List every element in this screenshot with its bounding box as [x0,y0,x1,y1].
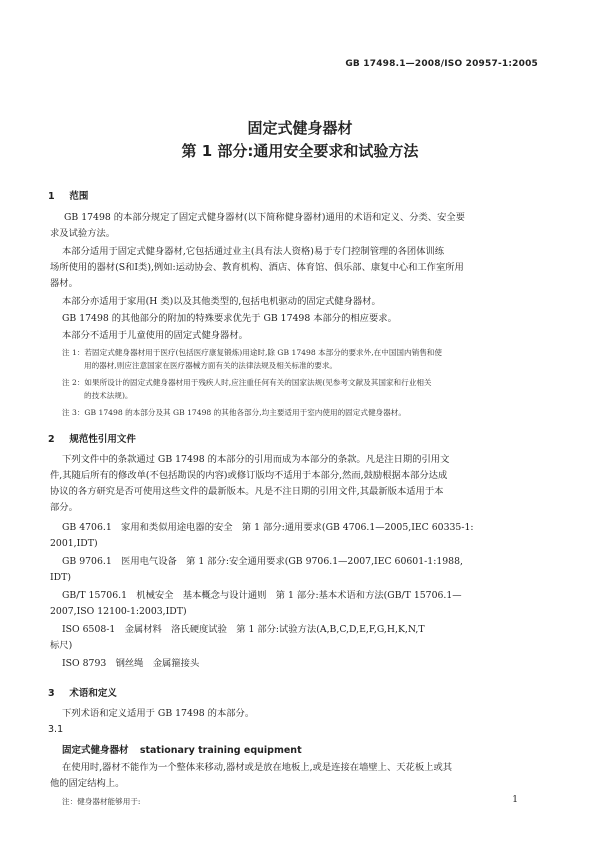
paragraph: 下列术语和定义适用于 GB 17498 的本部分。 [62,708,255,719]
term-definition-cont: 他的固定结构上。 [50,778,125,789]
paragraph-cont: 件,其随后所有的修改单(不包括勘误的内容)或修订版均不适用于本部分,然而,鼓励根据本部分达成 [50,470,448,481]
reference-item-cont: 2007,ISO 12100-1:2003,IDT) [50,606,187,617]
paragraph-cont: 部分。 [50,502,78,513]
section-heading-3 [48,685,117,699]
section-title: 范围 [69,191,89,202]
term-english: stationary training equipment [139,745,302,756]
section-heading-1 [48,188,88,202]
reference-item-cont: 标尺) [50,640,73,651]
paragraph: 本部分不适用于儿童使用的固定式健身器材。 [62,330,248,341]
paragraph: 本部分适用于固定式健身器材,它包括通过业主(具有法人资格)易于专门控制管理的各团体训练 [62,246,445,257]
paragraph-cont: 场所使用的器材(S和I类),例如:运动协会、教育机构、酒店、体育馆、俱乐部、康复中心和工作室所用 [50,262,464,273]
reference-item: ISO 6508-1 金属材料 洛氏硬度试验 第 1 部分:试验方法(A,B,C,D,E,F,G,H,K,N,T [62,624,425,635]
reference-item: GB 4706.1 家用和类似用途电器的安全 第 1 部分:通用要求(GB 4706.1—2005,IEC 60335-1: [62,522,474,533]
document-title-line1: 固定式健身器材 [247,119,353,137]
page-number: 1 [512,795,518,805]
note-3: 注 3：GB 17498 的本部分及其 GB 17498 的其他各部分,均主要适用于室内使用的固定式健身器材。 [62,408,406,417]
reference-item: GB/T 15706.1 机械安全 基本概念与设计通则 第 1 部分:基本术语和方法(GB/T 15706.1— [62,590,462,601]
section-number: 2 [48,434,55,445]
standard-code: GB 17498.1—2008/ISO 20957-1:2005 [345,59,538,69]
section-number: 3 [48,688,55,699]
note-1-cont: 用的器材,则应注意国家在医疗器械方面有关的法律法规及相关标准的要求。 [84,361,338,370]
note-2: 注 2：如果所设计的固定式健身器材用于残疾人时,应注重任何有关的国家法规(见参考文献及其国家和行业相关 [62,378,432,387]
paragraph: GB 17498 的本部分规定了固定式健身器材(以下简称健身器材)通用的术语和定义、分类、安全要 [64,212,465,223]
reference-item: GB 9706.1 医用电气设备 第 1 部分:安全通用要求(GB 9706.1—2007,IEC 60601-1:1988, [62,556,463,567]
reference-item-cont: 2001,IDT) [50,538,98,549]
term-number: 3.1 [48,724,64,735]
section-number: 1 [48,191,55,202]
paragraph-cont: 器材。 [50,278,78,289]
term-entry [62,742,302,756]
document-title-line2: 第 1 部分:通用安全要求和试验方法 [181,142,419,160]
paragraph-cont: 协议的各方研究是否可使用这些文件的最新版本。凡是不注日期的引用文件,其最新版本适用于本 [50,486,444,497]
paragraph: 本部分亦适用于家用(H 类)以及其他类型的,包括电机驱动的固定式健身器材。 [62,296,381,307]
reference-item-cont: IDT) [50,572,71,583]
reference-item: ISO 8793 钢丝绳 金属箍接头 [62,658,200,669]
section-title: 术语和定义 [69,688,117,699]
note-2-cont: 的技术法规)。 [84,391,133,400]
section-heading-2 [48,431,136,445]
term-note: 注：健身器材能够用于: [62,797,141,806]
paragraph: 下列文件中的条款通过 GB 17498 的本部分的引用而成为本部分的条款。凡是注日期的引用文 [62,454,450,465]
term-definition: 在使用时,器材不能作为一个整体来移动,器材或是放在地板上,或是连接在墙壁上、天花板上或其 [62,762,453,773]
term-chinese: 固定式健身器材 [62,745,129,756]
note-1: 注 1：若固定式健身器材用于医疗(包括医疗康复锻炼)用途时,除 GB 17498 本部分的要求外,在中国国内销售和使 [62,348,442,357]
paragraph-cont: 求及试验方法。 [50,228,116,239]
paragraph: GB 17498 的其他部分的附加的特殊要求优先于 GB 17498 本部分的相应要求。 [62,313,397,324]
section-title: 规范性引用文件 [69,434,136,445]
